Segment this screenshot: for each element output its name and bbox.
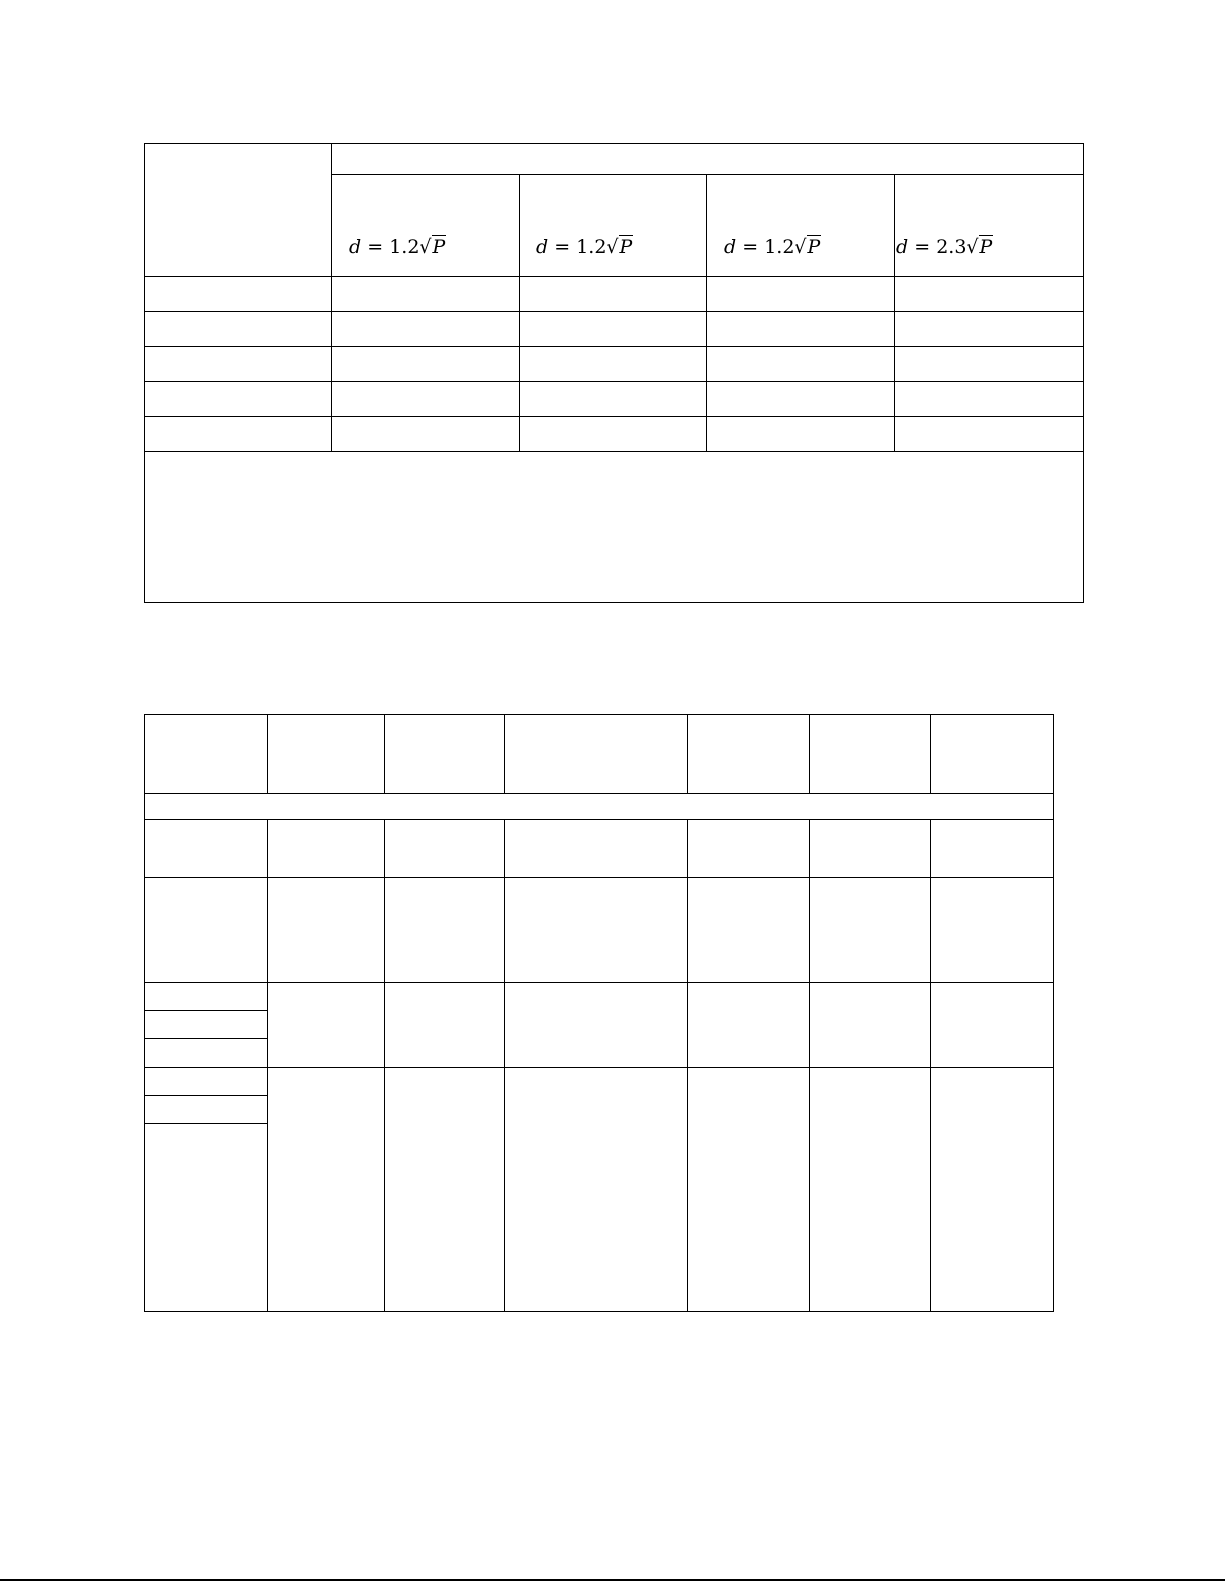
table-1-row-line [144, 381, 1084, 382]
table-2-frame [144, 714, 1054, 1312]
table-2-col-divider [809, 819, 810, 1312]
table-1-row-line [144, 416, 1084, 417]
table-2-col-divider [687, 714, 688, 793]
table-2-col-divider [504, 819, 505, 1312]
table-2-col-divider [930, 819, 931, 1312]
formula-coef: 1.2 [764, 236, 795, 258]
formula-col-4 [896, 235, 993, 259]
radical-sign: √ [794, 236, 807, 258]
table-2-row-line [144, 819, 1054, 820]
table-1-col-divider-1 [331, 143, 332, 451]
table-1-row-line [144, 276, 1084, 277]
radicand: P [807, 236, 821, 258]
formula-lhs: d [349, 236, 362, 258]
table-1-col-divider-2 [519, 174, 520, 451]
formula-col-2 [536, 235, 633, 259]
formula-col-1 [349, 235, 446, 259]
table-1-frame [144, 143, 1084, 603]
formula-col-3 [724, 235, 821, 259]
formula-eq: = [367, 236, 384, 258]
table-2-subrow-line [144, 1010, 268, 1011]
table-2-row-line [144, 877, 1054, 878]
table-2-col-divider [267, 714, 268, 793]
formula-eq: = [742, 236, 759, 258]
table-2-col-divider [930, 714, 931, 793]
table-1-row-line [144, 311, 1084, 312]
table-1-row-line [144, 451, 1084, 452]
table-1-col-divider-3 [706, 174, 707, 451]
table-2-row-line [144, 1067, 1054, 1068]
formula-eq: = [914, 236, 931, 258]
table-2-col-divider [267, 819, 268, 1312]
table-1-header-divider [331, 174, 1084, 175]
formula-lhs: d [724, 236, 737, 258]
table-2-col-divider [384, 819, 385, 1312]
table-2-row-line [144, 793, 1054, 794]
formula-coef: 1.2 [389, 236, 420, 258]
formula-lhs: d [536, 236, 549, 258]
formula-lhs: d [896, 236, 909, 258]
table-1-col-divider-4 [894, 174, 895, 451]
table-2-subrow-line [144, 1123, 268, 1124]
table-1-row-line [144, 346, 1084, 347]
radicand: P [979, 236, 993, 258]
radical-sign: √ [966, 236, 979, 258]
table-2-col-divider [809, 714, 810, 793]
radical-sign: √ [606, 236, 619, 258]
formula-coef: 2.3 [936, 236, 967, 258]
table-2-col-divider [687, 819, 688, 1312]
table-2-row-line [144, 982, 1054, 983]
radicand: P [619, 236, 633, 258]
table-2-subrow-line [144, 1095, 268, 1096]
table-2-col-divider [504, 714, 505, 793]
page-bottom-rule [0, 1579, 1225, 1581]
formula-eq: = [554, 236, 571, 258]
formula-coef: 1.2 [576, 236, 607, 258]
radicand: P [432, 236, 446, 258]
table-2-col-divider [384, 714, 385, 793]
radical-sign: √ [419, 236, 432, 258]
table-2-subrow-line [144, 1038, 268, 1039]
